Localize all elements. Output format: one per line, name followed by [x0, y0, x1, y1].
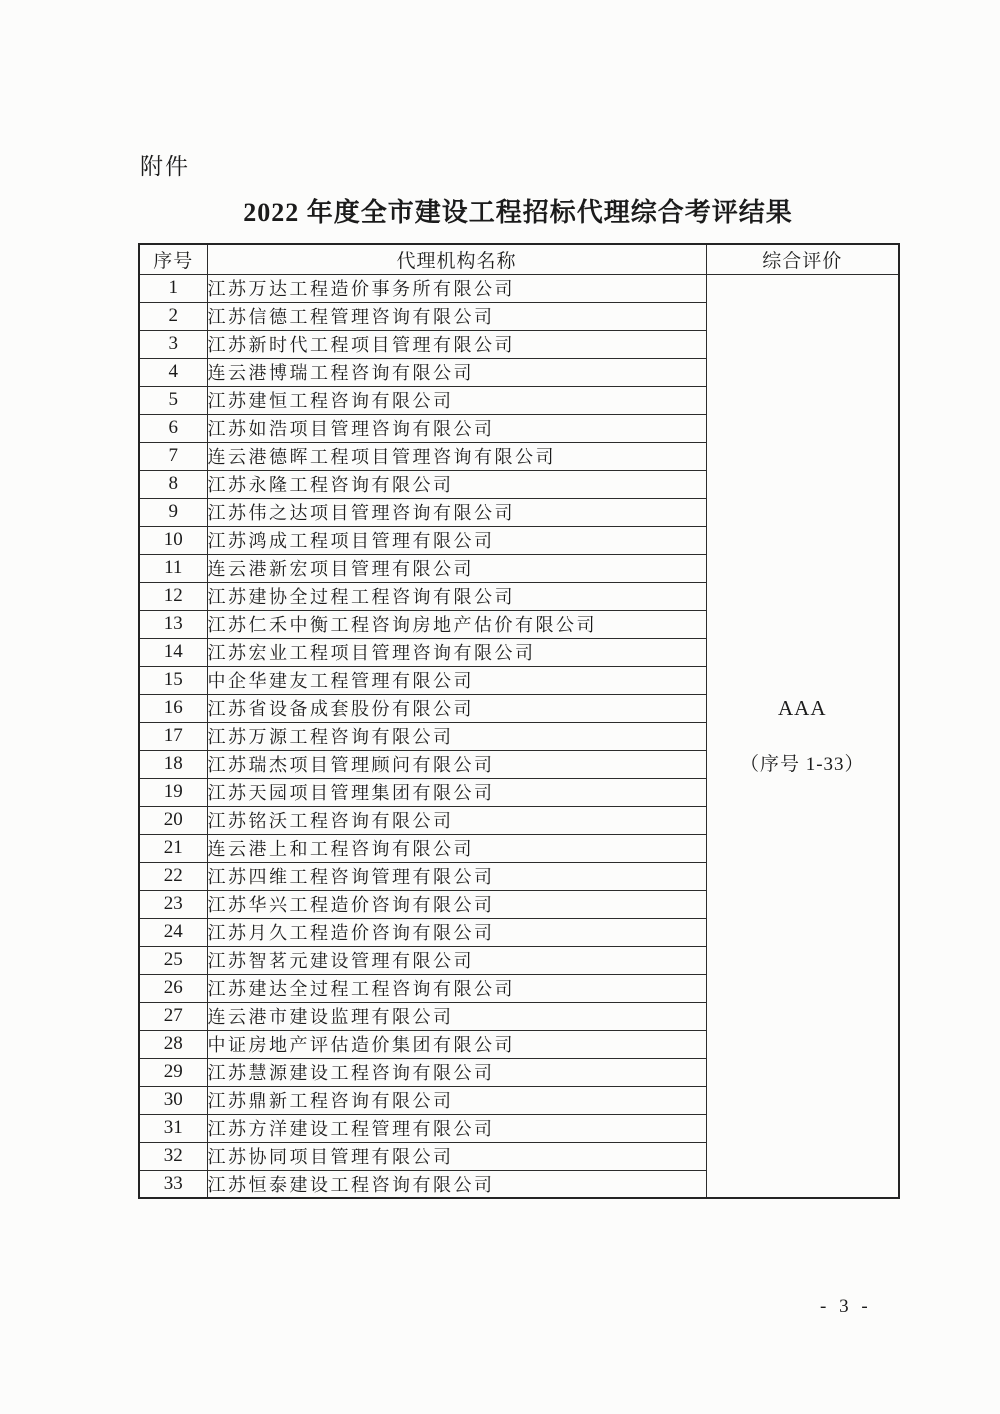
header-overall-rating: 综合评价 — [706, 244, 899, 274]
row-serial-number: 16 — [139, 694, 207, 722]
row-serial-number: 7 — [139, 442, 207, 470]
row-serial-number: 18 — [139, 750, 207, 778]
row-serial-number: 28 — [139, 1030, 207, 1058]
table-row — [139, 274, 899, 302]
agency-name: 江苏如浩项目管理咨询有限公司 — [207, 414, 706, 442]
agency-name: 江苏万源工程咨询有限公司 — [207, 722, 706, 750]
rating-cell — [706, 274, 899, 1198]
row-serial-number: 3 — [139, 330, 207, 358]
agency-name: 连云港新宏项目管理有限公司 — [207, 554, 706, 582]
row-serial-number: 25 — [139, 946, 207, 974]
row-serial-number: 15 — [139, 666, 207, 694]
agency-name: 江苏建协全过程工程咨询有限公司 — [207, 582, 706, 610]
header-serial-number: 序号 — [139, 244, 207, 274]
row-serial-number: 1 — [139, 274, 207, 302]
agency-name: 江苏月久工程造价咨询有限公司 — [207, 918, 706, 946]
row-serial-number: 8 — [139, 470, 207, 498]
row-serial-number: 26 — [139, 974, 207, 1002]
agency-name: 连云港上和工程咨询有限公司 — [207, 834, 706, 862]
row-serial-number: 9 — [139, 498, 207, 526]
agency-name: 江苏宏业工程项目管理咨询有限公司 — [207, 638, 706, 666]
agency-name: 中企华建友工程管理有限公司 — [207, 666, 706, 694]
agency-name: 江苏方洋建设工程管理有限公司 — [207, 1114, 706, 1142]
row-serial-number: 4 — [139, 358, 207, 386]
row-serial-number: 31 — [139, 1114, 207, 1142]
row-serial-number: 2 — [139, 302, 207, 330]
agency-name: 江苏智茗元建设管理有限公司 — [207, 946, 706, 974]
row-serial-number: 22 — [139, 862, 207, 890]
agency-name: 江苏伟之达项目管理咨询有限公司 — [207, 498, 706, 526]
row-serial-number: 30 — [139, 1086, 207, 1114]
row-serial-number: 11 — [139, 554, 207, 582]
agency-name: 江苏鸿成工程项目管理有限公司 — [207, 526, 706, 554]
table-header-row — [139, 244, 899, 274]
rating-grade: AAA — [778, 695, 827, 720]
row-serial-number: 27 — [139, 1002, 207, 1030]
row-serial-number: 32 — [139, 1142, 207, 1170]
row-serial-number: 33 — [139, 1170, 207, 1198]
row-serial-number: 10 — [139, 526, 207, 554]
agency-name: 江苏省设备成套股份有限公司 — [207, 694, 706, 722]
agency-name: 江苏恒泰建设工程咨询有限公司 — [207, 1170, 706, 1198]
agency-name: 江苏鼎新工程咨询有限公司 — [207, 1086, 706, 1114]
header-agency-name: 代理机构名称 — [207, 244, 706, 274]
row-serial-number: 17 — [139, 722, 207, 750]
agency-name: 江苏永隆工程咨询有限公司 — [207, 470, 706, 498]
evaluation-table — [138, 243, 900, 1199]
page-number: - 3 - — [820, 1296, 872, 1317]
row-serial-number: 21 — [139, 834, 207, 862]
agency-name: 江苏慧源建设工程咨询有限公司 — [207, 1058, 706, 1086]
row-serial-number: 24 — [139, 918, 207, 946]
agency-name: 江苏建达全过程工程咨询有限公司 — [207, 974, 706, 1002]
agency-name: 江苏天园项目管理集团有限公司 — [207, 778, 706, 806]
rating-scope: （序号 1-33） — [739, 753, 865, 775]
row-serial-number: 5 — [139, 386, 207, 414]
agency-name: 江苏协同项目管理有限公司 — [207, 1142, 706, 1170]
agency-name: 江苏信德工程管理咨询有限公司 — [207, 302, 706, 330]
agency-name: 江苏建恒工程咨询有限公司 — [207, 386, 706, 414]
row-serial-number: 29 — [139, 1058, 207, 1086]
agency-name: 中证房地产评估造价集团有限公司 — [207, 1030, 706, 1058]
attachment-label: 附件 — [140, 154, 190, 179]
row-serial-number: 12 — [139, 582, 207, 610]
agency-name: 江苏新时代工程项目管理有限公司 — [207, 330, 706, 358]
agency-name: 江苏华兴工程造价咨询有限公司 — [207, 890, 706, 918]
agency-name: 江苏万达工程造价事务所有限公司 — [207, 274, 706, 302]
agency-name: 江苏瑞杰项目管理顾问有限公司 — [207, 750, 706, 778]
row-serial-number: 6 — [139, 414, 207, 442]
row-serial-number: 13 — [139, 610, 207, 638]
agency-name: 连云港德晖工程项目管理咨询有限公司 — [207, 442, 706, 470]
agency-name: 江苏四维工程咨询管理有限公司 — [207, 862, 706, 890]
agency-name: 江苏仁禾中衡工程咨询房地产估价有限公司 — [207, 610, 706, 638]
row-serial-number: 19 — [139, 778, 207, 806]
row-serial-number: 23 — [139, 890, 207, 918]
agency-name: 连云港市建设监理有限公司 — [207, 1002, 706, 1030]
page-title: 2022 年度全市建设工程招标代理综合考评结果 — [243, 198, 793, 227]
agency-name: 连云港博瑞工程咨询有限公司 — [207, 358, 706, 386]
agency-name: 江苏铭沃工程咨询有限公司 — [207, 806, 706, 834]
row-serial-number: 20 — [139, 806, 207, 834]
row-serial-number: 14 — [139, 638, 207, 666]
